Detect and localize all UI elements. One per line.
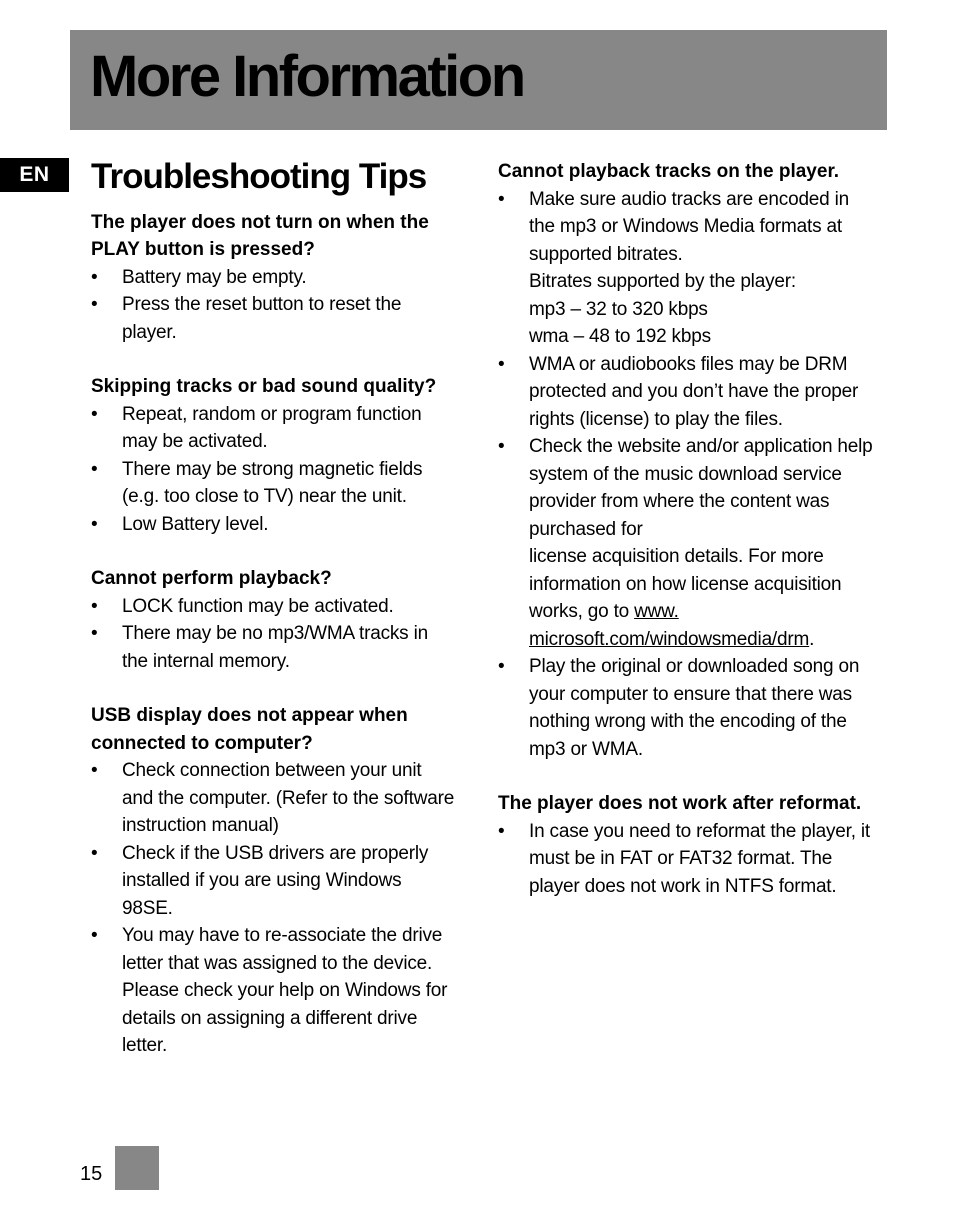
bullet-icon: • — [498, 188, 505, 210]
bullet-icon: • — [91, 458, 98, 480]
bullet-icon: • — [91, 403, 98, 425]
section-title: Troubleshooting Tips — [91, 157, 427, 196]
faq-answer: • Low Battery level. — [91, 511, 456, 539]
faq-question: Skipping tracks or bad sound quality? — [91, 376, 437, 398]
faq-question: The player does not turn on when the PLAY button is pressed? — [91, 211, 429, 261]
bullet-icon: • — [91, 925, 98, 947]
bullet-icon: • — [498, 656, 505, 677]
drm-link[interactable]: www. — [634, 601, 679, 622]
faq-answers — [91, 593, 456, 676]
bullet-icon: • — [91, 842, 98, 864]
faq-answer: • You may have to re-associate the drive letter that was assigned to the device. Please check your help on Windows for details on assigning a different drive letter. — [91, 922, 456, 1060]
faq-answer: • Check connection between your unit and the computer. (Refer to the software instruction manual) — [91, 757, 456, 840]
bullet-icon: • — [91, 760, 98, 782]
faq-question: USB display does not appear when connected to computer? — [91, 705, 408, 754]
faq-block — [498, 790, 878, 900]
faq-answer: • Press the reset button to reset the player. — [91, 291, 456, 346]
page-title: More Information — [90, 44, 524, 109]
faq-answer: • Repeat, random or program function may be activated. — [91, 401, 456, 456]
faq-block — [91, 565, 456, 675]
bullet-icon: • — [91, 513, 98, 535]
faq-answers — [498, 818, 878, 901]
drm-link-continued[interactable]: microsoft.com/windowsmedia/drm — [529, 628, 810, 650]
bullet-icon: • — [91, 294, 98, 316]
header-band — [70, 30, 887, 130]
faq-answer: • Make sure audio tracks are encoded in the mp3 or Windows Media formats at supported bitrates. Bitrates supported by the player: mp3 – 32 to 320 kbps wma – 48 to 192 kbps — [498, 186, 878, 351]
faq-answers — [91, 757, 456, 1060]
left-column — [91, 155, 456, 1087]
faq-answer: • WMA or audiobooks files may be DRM protected and you don’t have the proper rights (license) to play the files. — [498, 351, 878, 434]
faq-block — [91, 702, 456, 1060]
faq-question: The player does not work after reformat. — [498, 793, 862, 814]
faq-block — [498, 158, 878, 763]
faq-answer: • There may be no mp3/WMA tracks in the internal memory. — [91, 620, 456, 675]
right-column — [498, 158, 878, 927]
faq-block — [91, 373, 456, 538]
faq-answers — [91, 401, 456, 539]
faq-answer: • LOCK function may be activated. — [91, 593, 456, 621]
bullet-icon: • — [91, 623, 98, 645]
bullet-icon: • — [498, 436, 505, 457]
faq-answers — [91, 264, 456, 347]
faq-block — [91, 209, 456, 347]
bullet-icon: • — [91, 266, 98, 288]
faq-answer: • Check the website and/or application help system of the music download service provider from where the content was purchased for license acquisition details. For more information on how license acquisition works, go to www. microsoft.com/windowsmedia/drm. — [498, 433, 878, 653]
faq-question: Cannot perform playback? — [91, 568, 332, 590]
faq-answers — [498, 186, 878, 764]
page-marker — [115, 1146, 159, 1190]
language-tab: EN — [0, 158, 69, 192]
bullet-icon: • — [498, 820, 505, 842]
faq-answer: • In case you need to reformat the player, it must be in FAT or FAT32 format. The player does not work in NTFS format. — [498, 818, 878, 901]
page-number: 15 — [80, 1163, 103, 1185]
faq-answer: • Check if the USB drivers are properly installed if you are using Windows 98SE. — [91, 840, 456, 923]
faq-answer: • There may be strong magnetic fields (e.g. too close to TV) near the unit. — [91, 456, 456, 511]
faq-question: Cannot playback tracks on the player. — [498, 161, 840, 182]
faq-answer: • Battery may be empty. — [91, 264, 456, 292]
faq-answer: • Play the original or downloaded song on your computer to ensure that there was nothing wrong with the encoding of the mp3 or WMA. — [498, 653, 878, 763]
bullet-icon: • — [498, 353, 505, 375]
bullet-icon: • — [91, 595, 98, 617]
